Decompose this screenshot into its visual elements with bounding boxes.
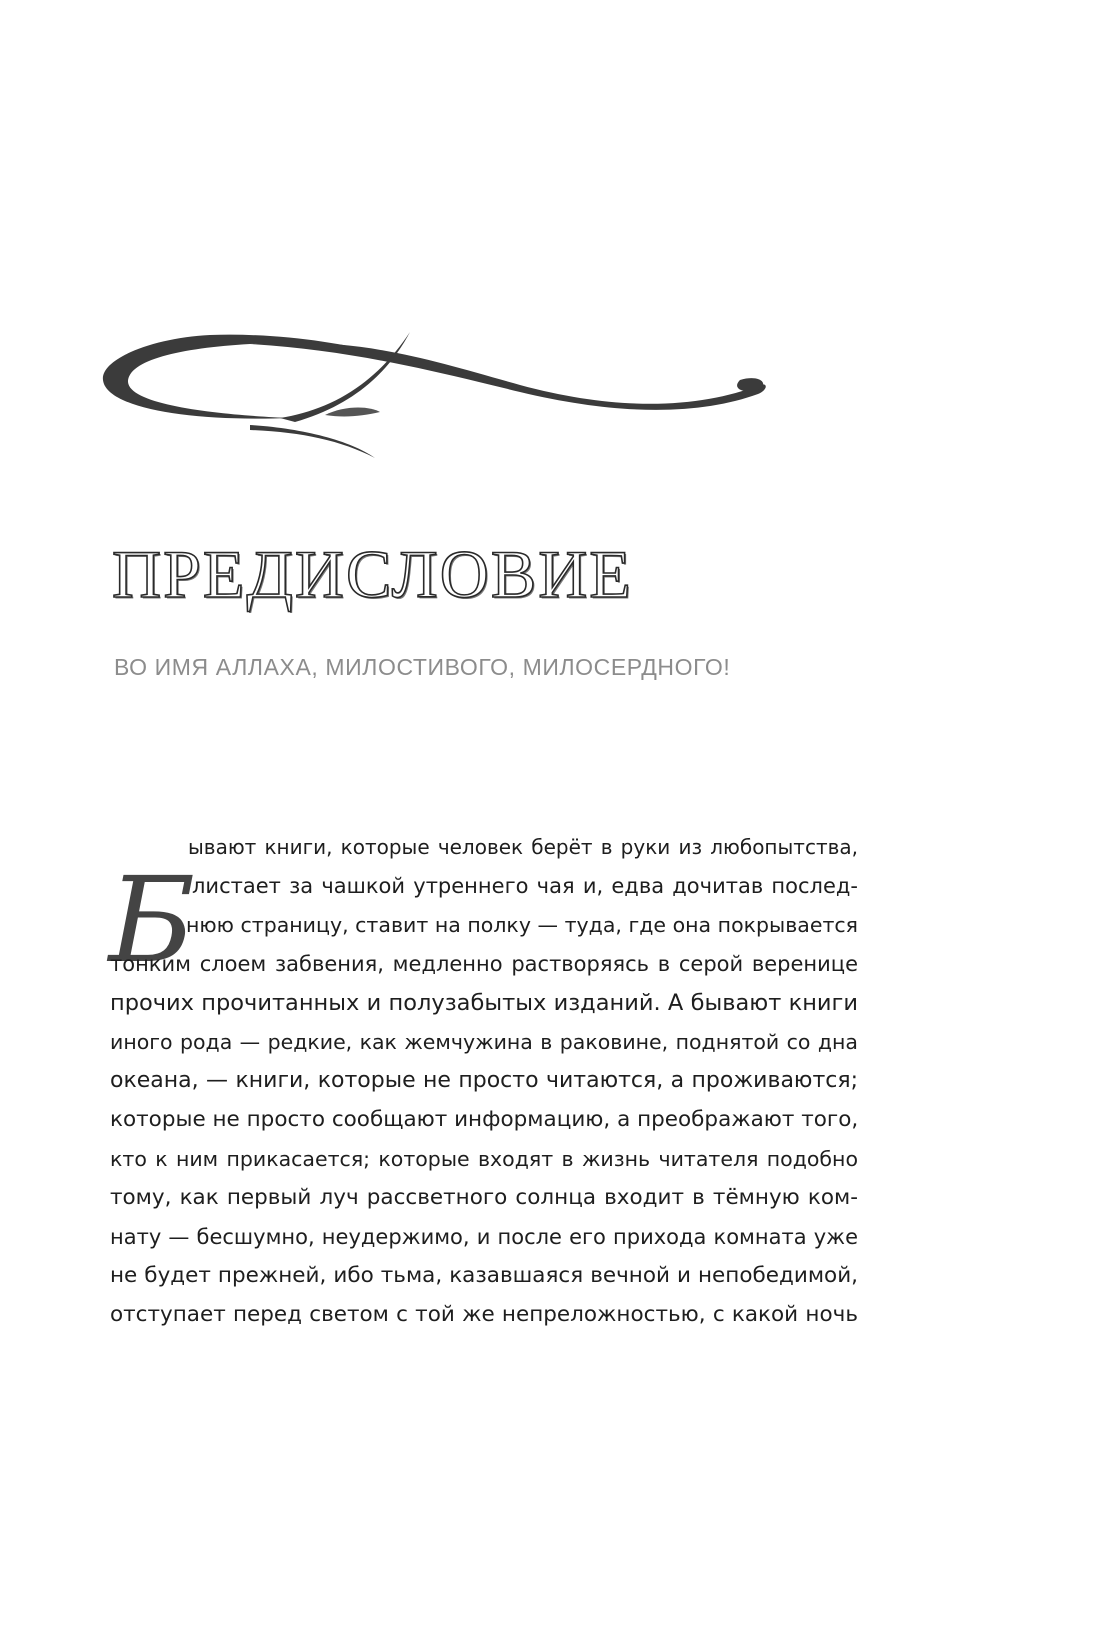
text-line: иного рода — редкие, как жемчужина в раковине, поднятой со дна [110, 1030, 858, 1054]
text-line: тонким слоем забвения, медленно растворяясь в серой веренице [110, 952, 858, 976]
text-line: которые не просто сообщают информацию, а преображают того, [110, 1107, 858, 1132]
text-line: ывают книги, которые человек берёт в руки из любопытства, [188, 835, 858, 859]
chapter-title: ПРЕДИСЛОВИЕ [112, 536, 633, 612]
chapter-subtitle: ВО ИМЯ АЛЛАХА, МИЛОСТИВОГО, МИЛОСЕРДНОГО! [114, 654, 731, 680]
flourish-ornament-icon [100, 330, 800, 490]
text-line: прочих прочитанных и полузабытых изданий. А бывают книги [110, 990, 858, 1016]
text-line: тому, как первый луч рассветного солнца входит в тёмную ком- [110, 1185, 858, 1210]
text-line: отступает перед светом с той же непреложностью, с какой ночь [110, 1302, 858, 1327]
text-line: нату — бесшумно, неудержимо, и после его прихода комната уже [110, 1225, 858, 1249]
text-line: океана, — книги, которые не просто читаются, а проживаются; [110, 1068, 858, 1093]
text-line: нюю страницу, ставит на полку — туда, где она покрывается [186, 913, 858, 937]
text-line: листает за чашкой утреннего чая и, едва дочитав послед- [192, 874, 858, 898]
text-line: не будет прежней, ибо тьма, казавшаяся вечной и непобедимой, [110, 1263, 858, 1288]
text-line: кто к ним прикасается; которые входят в жизнь читателя подобно [110, 1147, 858, 1171]
drop-cap-letter: Б [108, 851, 196, 989]
